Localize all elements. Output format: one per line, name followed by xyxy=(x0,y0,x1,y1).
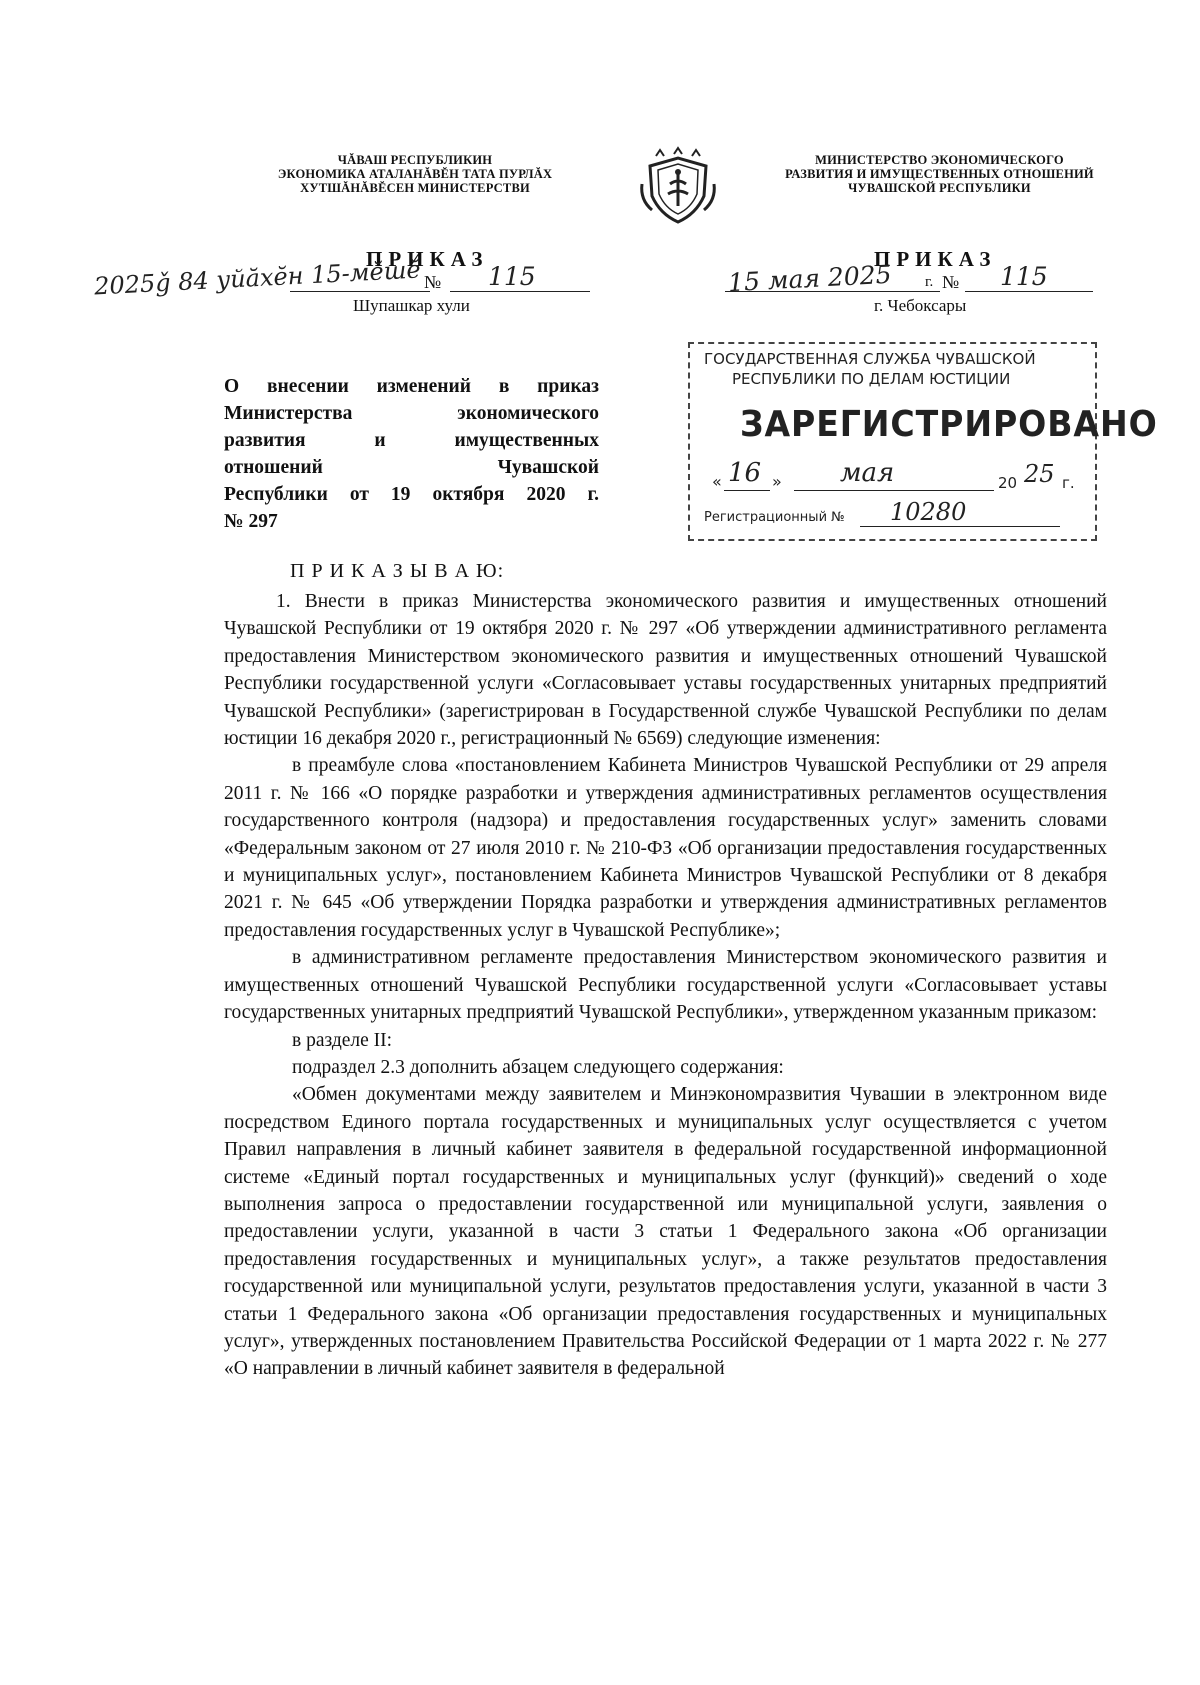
ministry-name-russian xyxy=(752,153,1127,195)
chuvash-coat-of-arms-icon xyxy=(636,144,720,228)
order-number-underline-left xyxy=(450,291,590,292)
document-body xyxy=(224,588,1107,1383)
order-number-underline-right xyxy=(965,291,1093,292)
title-line-5: Республики от 19 октября 2020 г. xyxy=(224,484,599,505)
stamp-year-prefix: 20 xyxy=(998,474,1018,492)
stamp-reg-label: Регистрационный № xyxy=(704,510,845,525)
header-right-line-2: РАЗВИТИЯ И ИМУЩЕСТВЕННЫХ ОТНОШЕНИЙ xyxy=(785,167,1094,181)
header-left-line-1: ЧĂВАШ РЕСПУБЛИКИН xyxy=(337,153,493,167)
order-date-handwritten-left: 2025ǧ 84 уйăхĕн 15-мĕшĕ xyxy=(93,255,422,301)
stamp-status: ЗАРЕГИСТРИРОВАНО xyxy=(740,404,1158,445)
order-number-handwritten-left: 115 xyxy=(488,262,536,291)
stamp-reg-underline xyxy=(860,526,1060,527)
order-date-underline-left xyxy=(290,291,430,292)
title-line-4: отношений Чувашской xyxy=(224,457,599,478)
order-heading: П Р И К А З Ы В А Ю: xyxy=(290,560,505,582)
registration-stamp xyxy=(688,342,1158,541)
stamp-year-suffix: г. xyxy=(1062,474,1075,492)
body-paragraph-1: 1. Внести в приказ Министерства экономического развития и имущественных отношений Чувашской Республики от 19 октября 2020 г. № 297 «Об утверждении административного регламента предоставления Министерством экономического развития и имущественных отношений Чувашской Республики государственной услуги «Согласовывает уставы государственных унитарных предприятий Чувашской Республики» (зарегистрирован в Государственной службе Чувашской Республики по делам юстиции 16 декабря 2020 г., регистрационный № 6569) следующие изменения: xyxy=(224,591,1107,750)
body-paragraph-5: подраздел 2.3 дополнить абзацем следующего содержания: xyxy=(292,1056,784,1078)
order-date-handwritten-right: 15 мая 2025 xyxy=(727,259,893,298)
stamp-line-2: РЕСПУБЛИКИ ПО ДЕЛАМ ЮСТИЦИИ xyxy=(732,370,1011,388)
stamp-month: мая xyxy=(840,458,895,488)
title-line-3: развития и имущественных xyxy=(224,430,599,451)
order-word-left: ПРИКАЗ xyxy=(366,247,489,271)
body-paragraph-3: в административном регламенте предоставления Министерством экономического развития и имущественных отношений Чувашской Республики государственной услуги «Согласовывает уставы государственных унитарных предприятий Чувашской Республики», утвержденном указанным приказом: xyxy=(224,947,1107,1024)
stamp-year: 25 xyxy=(1024,460,1055,488)
body-paragraph-6: «Обмен документами между заявителем и Минэкономразвития Чувашии в электронном виде посредством Единого портала государственных и муниципальных услуг осуществляется с учетом Правил направления в личный кабинет заявителя в федеральной государственной информационной системе «Единый портал государственных и муниципальных услуг (функций)» сведений о ходе выполнения запроса о предоставлении государственной или муниципальной услуги, заявления о предоставлении услуги, указанной в части 3 статьи 1 Федерального закона «Об организации предоставления государственных и муниципальных услуг», а также результатов предоставления государственной или муниципальной услуги, результатов предоставления услуги, указанной в части 3 статьи 1 Федерального закона «Об организации предоставления государственных и муниципальных услуг», утвержденных постановлением Правительства Российской Федерации от 1 марта 2022 г. № 277 «О направлении в личный кабинет заявителя в федеральной xyxy=(224,1084,1107,1380)
order-number-handwritten-right: 115 xyxy=(1000,262,1048,291)
stamp-quote-close: » xyxy=(772,472,782,491)
stamp-quote-open: « xyxy=(712,472,722,491)
body-paragraph-4: в разделе II: xyxy=(292,1029,393,1051)
order-date-underline-right xyxy=(725,291,940,292)
order-place-right: г. Чебоксары xyxy=(874,296,967,315)
header-right-line-3: ЧУВАШСКОЙ РЕСПУБЛИКИ xyxy=(848,181,1031,195)
title-line-1: О внесении изменений в приказ xyxy=(224,376,599,397)
title-line-6: № 297 xyxy=(224,511,278,532)
header-left-line-2: ЭКОНОМИКА АТАЛАНĂВĔН ТАТА ПУРЛĂХ xyxy=(277,167,553,181)
order-place-left: Шупашкар хули xyxy=(353,296,470,315)
header-right-line-1: МИНИСТЕРСТВО ЭКОНОМИЧЕСКОГО xyxy=(815,153,1064,167)
ministry-name-chuvash xyxy=(225,153,605,195)
document-title xyxy=(224,373,599,535)
title-line-2: Министерства экономического xyxy=(224,403,599,424)
body-paragraph-2: в преамбуле слова «постановлением Кабинета Министров Чувашской Республики от 29 апреля 2011 г. № 166 «О порядке разработки и утверждения административных регламентов осуществления государственного контроля (надзора) и предоставления государственных услуг» заменить словами «Федеральным законом от 27 июля 2010 г. № 210-ФЗ «Об организации предоставления государственных и муниципальных услуг», постановлением Кабинета Министров Чувашской Республики от 8 декабря 2021 г. № 645 «Об утверждении Порядка разработки и утверждения административных регламентов предоставления государственных услуг в Чувашской Республике»; xyxy=(224,755,1107,941)
stamp-reg-number: 10280 xyxy=(890,498,967,526)
order-number-label-left: № xyxy=(424,272,442,292)
order-year-suffix-right: г. xyxy=(925,274,934,290)
order-number-label-right: № xyxy=(942,272,960,292)
stamp-line-1: ГОСУДАРСТВЕННАЯ СЛУЖБА ЧУВАШСКОЙ xyxy=(704,350,1036,368)
order-word-right: ПРИКАЗ xyxy=(874,247,997,271)
stamp-day-underline xyxy=(724,490,770,491)
stamp-day: 16 xyxy=(728,458,762,488)
stamp-month-underline xyxy=(794,490,994,491)
header-left-line-3: ХУТШĂНĂВĔСЕН МИНИСТЕРСТВИ xyxy=(300,181,530,195)
